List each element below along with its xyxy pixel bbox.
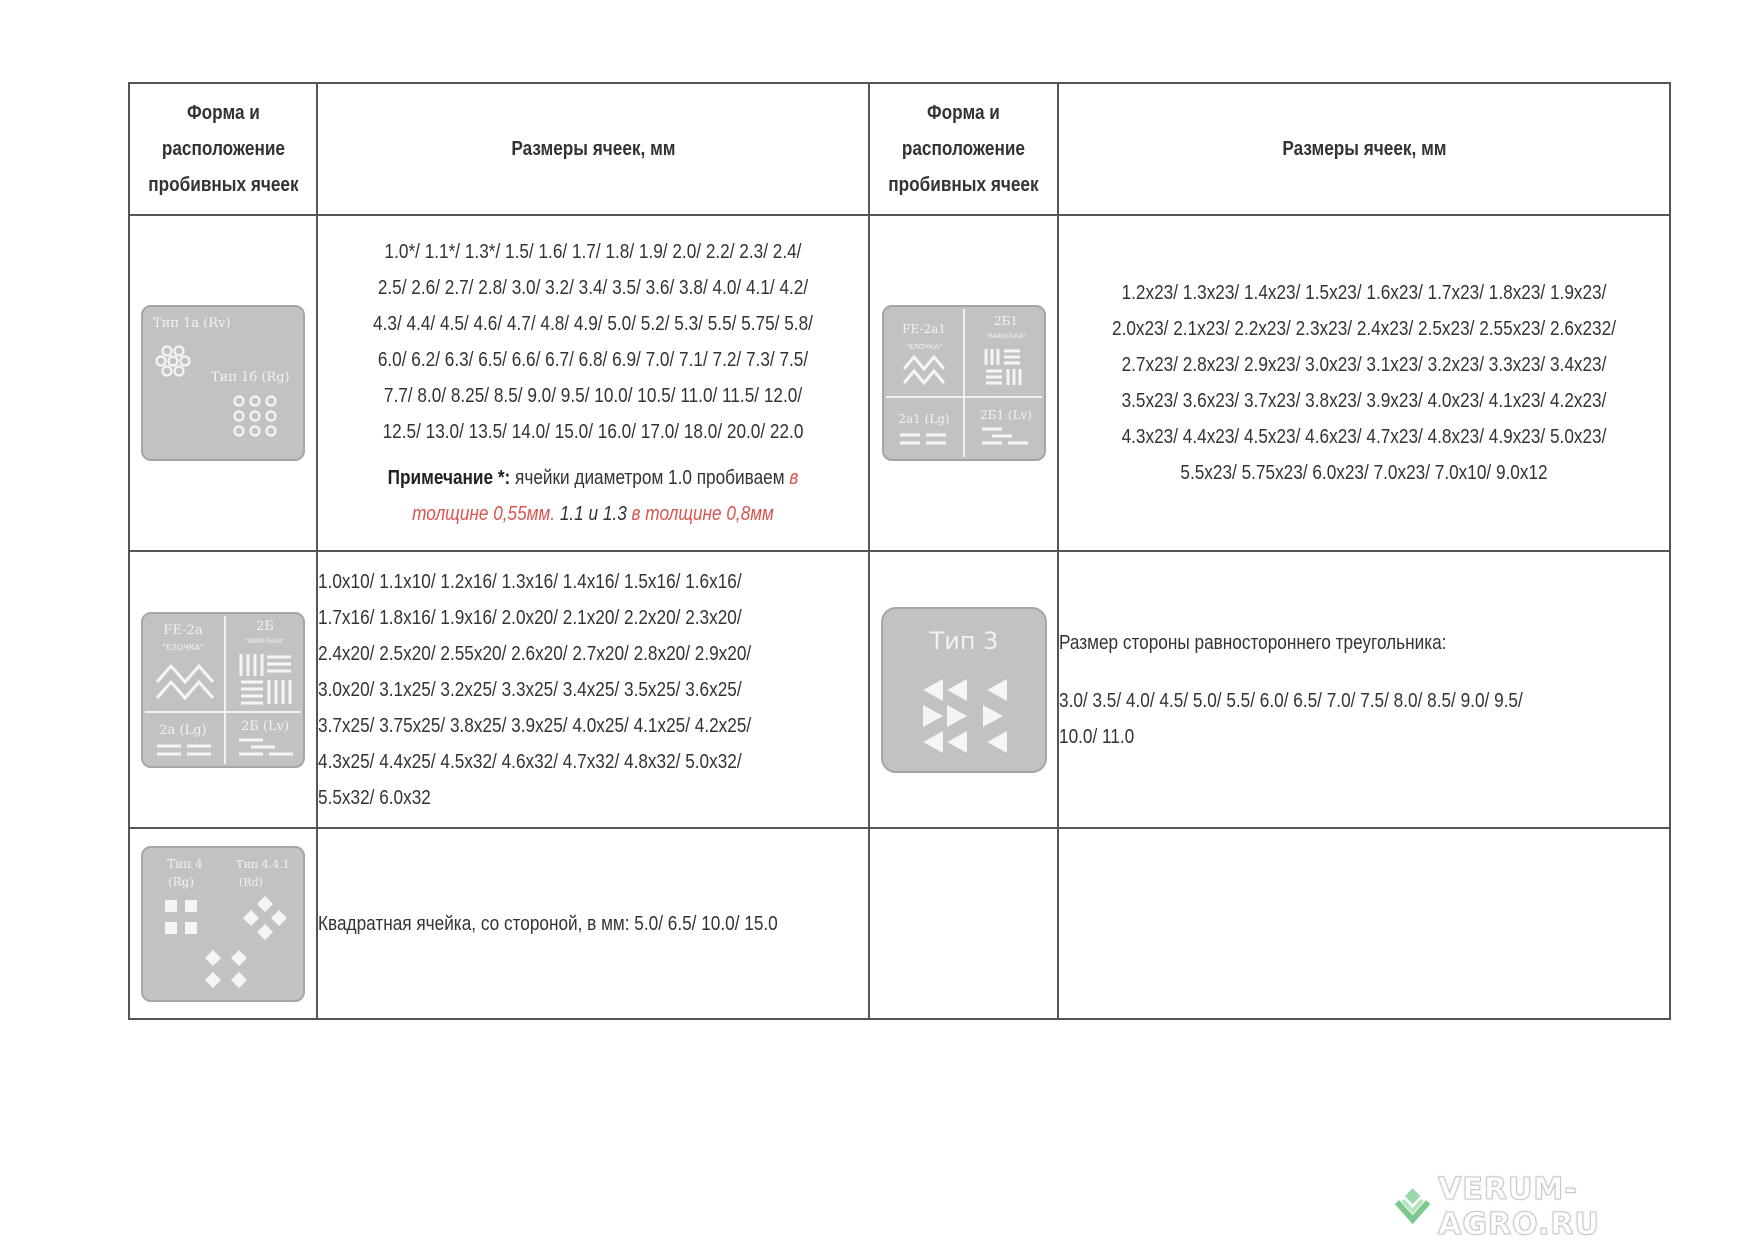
plate-label: 2Б [256,618,274,634]
plate-label: "ЕЛОЧКА" [905,343,942,351]
header-shape-line: Форма и [927,102,1000,124]
header-shape-left [129,83,317,215]
note-body: ячейки диаметром 1.0 пробиваем [510,467,790,489]
plate-label: FE-2а1 [901,322,946,336]
plate-label: Тип 4.4.1 [236,857,290,871]
plate-label: "ВАФЕЛЬКА" [985,333,1026,340]
sizes-line: 4.3/ 4.4/ 4.5/ 4.6/ 4.7/ 4.8/ 4.9/ 5.0/ 5.2/ 5.3/ 5.5/ 5.75/ 5.8/ [373,313,813,335]
plate-label: "ЕЛОЧКА" [162,642,204,652]
sizes-line: 2.5/ 2.6/ 2.7/ 2.8/ 3.0/ 3.2/ 3.4/ 3.5/ 3.6/ 3.8/ 4.0/ 4.1/ 4.2/ [377,277,809,299]
plate-label: (Rd) [239,875,263,889]
sizes-line: Квадратная ячейка, со стороной, в мм: 5.0/ 6.5/ 10.0/ 15.0 [318,912,778,935]
shape-cell [129,828,317,1019]
header-shape-line: пробивных ячеек [888,174,1039,196]
note-red: в толщине 0,8мм [631,503,774,525]
empty-cell [869,828,1058,1019]
slot-holes-plate-icon [882,305,1046,461]
shape-cell [129,551,317,828]
header-shape-line: расположение [161,138,285,160]
note-red: толщине 0,55мм. [412,503,556,525]
plate-label: FE-2а [163,622,203,638]
sizes-line: 1.2x23/ 1.3x23/ 1.4x23/ 1.5x23/ 1.6x23/ 1.7x23/ 1.8x23/ 1.9x23/ [1121,282,1607,304]
sizes-line: 3.7x25/ 3.75x25/ 3.8x25/ 3.9x25/ 4.0x25/ 4.1x25/ 4.2x25/ [318,714,752,737]
sizes-line: 1.0*/ 1.1*/ 1.3*/ 1.5/ 1.6/ 1.7/ 1.8/ 1.9/ 2.0/ 2.2/ 2.3/ 2.4/ [384,241,802,263]
sizes-line: 5.5x32/ 6.0x32 [318,786,431,809]
sizes-line: 2.7x23/ 2.8x23/ 2.9x23/ 3.0x23/ 3.1x23/ 3.2x23/ 3.3x23/ 3.4x23/ [1121,354,1607,376]
watermark [1393,1172,1733,1242]
sizes-cell [1058,551,1670,828]
sizes-cell [1058,215,1670,551]
header-sizes-text: Размеры ячеек, мм [510,138,676,160]
triangle-holes-plate-icon [881,607,1047,773]
square-holes-plate-icon [141,846,305,1002]
sizes-line: 3.0x20/ 3.1x25/ 3.2x25/ 3.3x25/ 3.4x25/ 3.5x25/ 3.6x25/ [318,678,742,701]
round-holes-plate-icon [141,305,305,461]
sizes-line: 4.3x25/ 4.4x25/ 4.5x32/ 4.6x32/ 4.7x32/ 4.8x32/ 5.0x32/ [318,750,742,773]
plate-label: Тип 4 [167,856,203,871]
note-text [357,460,830,496]
header-shape-line: Форма и [186,102,260,124]
header-sizes-left [317,83,869,215]
sizes-line: 1.0x10/ 1.1x10/ 1.2x16/ 1.3x16/ 1.4x16/ 1.5x16/ 1.6x16/ [318,570,742,593]
sizes-line: 1.7x16/ 1.8x16/ 1.9x16/ 2.0x20/ 2.1x20/ 2.2x20/ 2.3x20/ [318,606,742,629]
plate-label: 2Б (Lv) [240,718,290,734]
header-shape-line: пробивных ячеек [147,174,299,196]
plate-label: 2Б1 (Lv) [979,408,1032,422]
shape-cell [129,215,317,551]
sizes-line: 4.3x23/ 4.4x23/ 4.5x23/ 4.6x23/ 4.7x23/ 4.8x23/ 4.9x23/ 5.0x23/ [1121,426,1607,448]
table-header-row [129,83,1670,215]
verum-logo-icon [1393,1186,1432,1228]
header-shape-right [869,83,1058,215]
table-row [129,215,1670,551]
plate-label: 2а1 (Lg) [897,412,950,426]
sizes-cell [317,215,869,551]
sizes-line: 6.0/ 6.2/ 6.3/ 6.5/ 6.6/ 6.7/ 6.8/ 6.9/ 7.0/ 7.1/ 7.2/ 7.3/ 7.5/ [377,349,809,371]
header-shape-line: расположение [901,138,1026,160]
sizes-line: 3.0/ 3.5/ 4.0/ 4.5/ 5.0/ 5.5/ 6.0/ 6.5/ 7.0/ 7.5/ 8.0/ 8.5/ 9.0/ 9.5/ [1059,689,1523,712]
plate-label: (Rg) [167,874,195,889]
triangle-caption: Размер стороны равностороннего треугольника: [1059,631,1447,654]
sizes-line: 3.5x23/ 3.6x23/ 3.7x23/ 3.8x23/ 3.9x23/ 4.0x23/ 4.1x23/ 4.2x23/ [1121,390,1607,412]
note-label: Примечание *: [387,467,511,489]
perforation-spec-table [128,82,1671,1020]
watermark-text: VERUM-AGRO.RU [1438,1172,1600,1242]
sizes-line: 10.0/ 11.0 [1059,725,1135,748]
sizes-line: 2.0x23/ 2.1x23/ 2.2x23/ 2.3x23/ 2.4x23/ 2.5x23/ 2.55x23/ 2.6x232/ [1112,318,1616,340]
sizes-line: 7.7/ 8.0/ 8.25/ 8.5/ 9.0/ 9.5/ 10.0/ 10.5/ 11.0/ 11.5/ 12.0/ [383,385,803,407]
sizes-line: 5.5x23/ 5.75x23/ 6.0x23/ 7.0x23/ 7.0x10/ 9.0x12 [1180,462,1548,484]
slot-holes-plate-icon [141,612,305,768]
table-row [129,551,1670,828]
plate-label: "ВАФЕЛЬКА" [245,637,285,645]
plate-label: 2а (Lg) [159,722,207,738]
header-sizes-right [1058,83,1670,215]
sizes-cell [317,551,869,828]
plate-label: Тип 3 [929,626,998,655]
sizes-line: 2.4x20/ 2.5x20/ 2.55x20/ 2.6x20/ 2.7x20/ 2.8x20/ 2.9x20/ [318,642,752,665]
note-italic: 1.1 и 1.3 [555,503,632,525]
sizes-line: 12.5/ 13.0/ 13.5/ 14.0/ 15.0/ 16.0/ 17.0/ 18.0/ 20.0/ 22.0 [382,421,804,443]
table-row [129,828,1670,1019]
plate-label: Тип 1б (Rg) [211,370,290,385]
shape-cell [869,215,1058,551]
sizes-cell [317,828,869,1019]
header-sizes-text: Размеры ячеек, мм [1281,138,1447,160]
empty-cell [1058,828,1670,1019]
note-text-line2 [357,496,830,532]
plate-label: Тип 1а (Rv) [153,316,231,331]
plate-label: 2Б1 [993,314,1018,328]
note-red: в [789,467,799,489]
shape-cell [869,551,1058,828]
